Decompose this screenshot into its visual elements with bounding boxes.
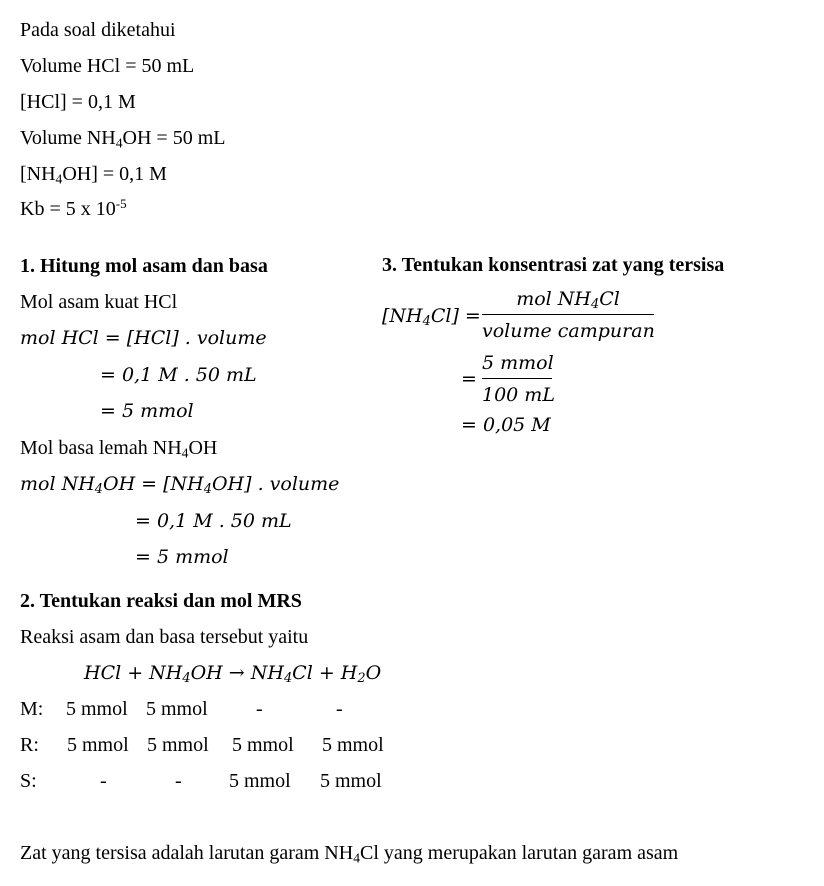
given-volume-nh4oh: Volume $NH_4OH = 50$ mL [20,127,226,151]
conclusion-text: Zat yang tersisa adalah larutan garam $NH_4Cl$ yang merupakan larutan garam asam [20,842,679,866]
step1-base-equation: mol $NH_4OH = [NH_4OH]$ . volume [20,473,340,498]
mrs-label-r: R: [20,734,39,756]
step3-equals-2: = [461,368,477,390]
step1-acid-line3: = 5 mmol [100,400,194,422]
step2-intro: Reaksi asam dan basa tersebut yaitu [20,626,309,648]
fraction-2-numerator: 5 mmol [482,352,554,374]
given-conc-nh4oh: $[NH_4OH] = 0,1$ M [20,163,167,187]
step1-heading: 1. Hitung mol asam dan basa [20,255,268,277]
step3-result: = 0,05 M [461,414,551,436]
mrs-r-c2: 5 mmol [147,734,209,756]
mrs-m-c2: 5 mmol [146,698,208,720]
mrs-m-c3: - [256,698,263,720]
given-volume-hcl: Volume HCl = 50 mL [20,55,195,77]
step3-lhs: $[NH_4Cl]$ = [382,305,481,330]
step1-base-line2: = 0,1 M . 50 mL [135,510,292,532]
given-kb: Kb = 5 x $10^{-5}$ [20,195,127,220]
mrs-r-c1: 5 mmol [67,734,129,756]
step1-base-label: Mol basa lemah $NH_4OH$ [20,437,218,461]
step1-acid-label: Mol asam kuat HCl [20,291,178,313]
mrs-s-c1: - [100,770,107,792]
mrs-label-s: S: [20,770,37,792]
mrs-s-c2: - [175,770,182,792]
given-conc-hcl: [HCl] = 0,1 M [20,91,136,113]
fraction-1-bar [482,314,654,315]
fraction-1-denominator: volume campuran [482,320,655,342]
mrs-label-m: M: [20,698,44,720]
mrs-m-c4: - [336,698,343,720]
step3-heading: 3. Tentukan konsentrasi zat yang tersisa [382,254,725,276]
mrs-s-c3: 5 mmol [229,770,291,792]
mrs-m-c1: 5 mmol [66,698,128,720]
step1-base-line3: = 5 mmol [135,546,229,568]
step3-fraction-1 [482,286,654,344]
step1-acid-equation: mol HCl = [HCl] . volume [20,327,267,349]
fraction-2-denominator: 100 mL [482,384,555,406]
step2-heading: 2. Tentukan reaksi dan mol MRS [20,590,302,612]
step3-fraction-2 [482,350,555,408]
mrs-r-c3: 5 mmol [232,734,294,756]
given-intro: Pada soal diketahui [20,19,176,41]
mrs-s-c4: 5 mmol [320,770,382,792]
mrs-r-c4: 5 mmol [322,734,384,756]
fraction-1-numerator: mol $NH_4Cl$ [516,288,620,313]
fraction-2-bar [482,378,552,379]
step1-acid-line2: = 0,1 M . 50 mL [100,364,257,386]
reaction-equation: HCl + $NH_4OH \to NH_4Cl + H_2O$ [84,662,382,687]
